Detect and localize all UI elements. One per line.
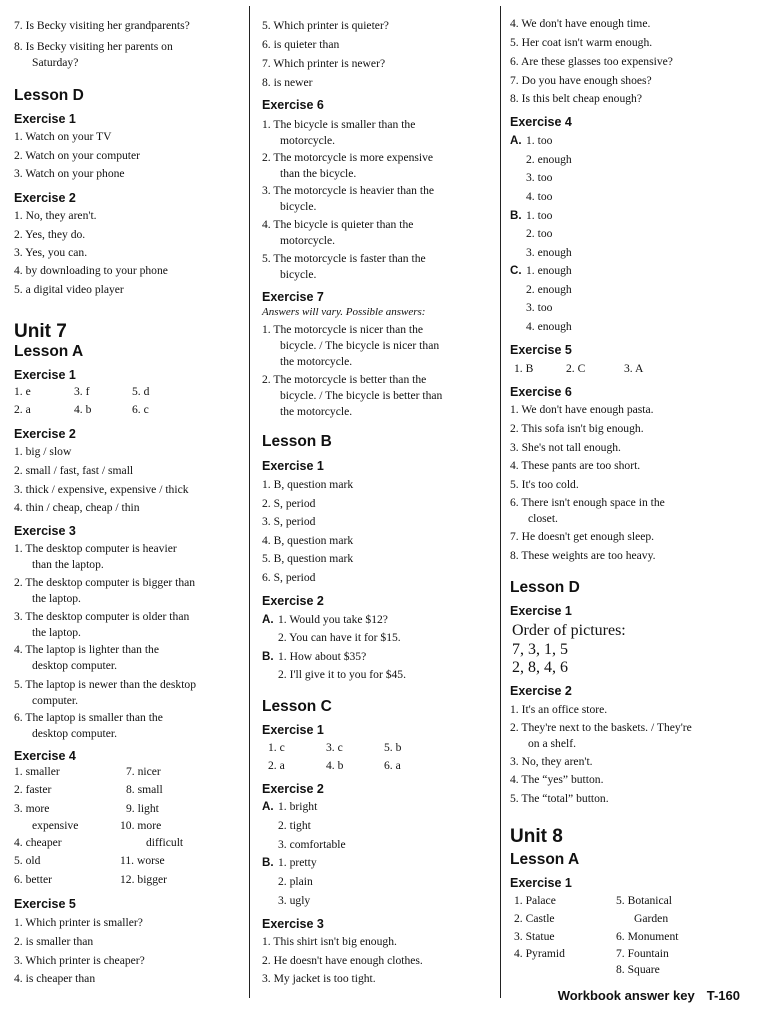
- answer-cell: difficult: [146, 836, 184, 849]
- lesson-heading: Lesson D: [14, 87, 84, 104]
- answer-cell: 6. better: [14, 873, 52, 886]
- answer-item: 4. thin / cheap, cheap / thin: [14, 501, 140, 514]
- exercise-heading: Exercise 5: [510, 343, 572, 357]
- answer-cell: 11. worse: [120, 854, 165, 867]
- answer-item: 4. The laptop is lighter than the: [14, 643, 160, 656]
- answer-item: 5. Which printer is quieter?: [262, 19, 389, 32]
- answer-item: 6. Are these glasses too expensive?: [510, 55, 673, 68]
- answer-cell: 4. b: [326, 759, 344, 772]
- answer-item: 4. enough: [526, 320, 572, 333]
- exercise-heading: Exercise 2: [14, 427, 76, 441]
- answer-item: 1. The bicycle is smaller than the: [262, 118, 416, 131]
- answer-item: 1. bright: [278, 800, 318, 813]
- answer-item: 5. B, question mark: [262, 552, 354, 565]
- answer-item: 3. ugly: [278, 894, 311, 907]
- exercise-heading: Exercise 6: [262, 98, 324, 112]
- answer-item: 2. The motorcycle is better than the: [262, 373, 427, 386]
- answer-cell: 2. a: [268, 759, 285, 772]
- answer-item: 2. S, period: [262, 497, 316, 510]
- answer-row: [14, 818, 246, 834]
- answer-cell: 3. f: [74, 385, 90, 398]
- answer-item: 2. Watch on your computer: [14, 149, 141, 162]
- lesson-heading: Lesson A: [510, 851, 580, 868]
- answer-item: 3. enough: [526, 246, 572, 259]
- answer-cell: 5. d: [132, 385, 150, 398]
- answer-continuation: the laptop.: [32, 592, 81, 605]
- answer-item: 2. This sofa isn't big enough.: [510, 422, 644, 435]
- answer-item: 4. These pants are too short.: [510, 459, 641, 472]
- lesson-heading: Lesson B: [262, 433, 332, 450]
- answer-text: Order of pictures:: [512, 622, 626, 639]
- unit-heading: Unit 8: [510, 826, 563, 847]
- labeled-answer-row: [262, 855, 502, 871]
- answer-item: 1. big / slow: [14, 445, 72, 458]
- answer-cell: 7. Fountain: [616, 947, 669, 960]
- exercise-heading: Exercise 5: [14, 897, 76, 911]
- group-label: B.: [262, 856, 274, 869]
- page-footer: [558, 988, 740, 1004]
- lesson-heading: Lesson A: [14, 343, 84, 360]
- answer-item: 4. The “yes” button.: [510, 773, 604, 786]
- answer-item: 1. It's an office store.: [510, 703, 608, 716]
- answer-cell: 6. a: [384, 759, 401, 772]
- exercise-heading: Exercise 4: [14, 749, 76, 763]
- exercise-heading: Exercise 3: [262, 917, 324, 931]
- exercise-heading: Exercise 1: [510, 876, 572, 890]
- answer-item: 3. Watch on your phone: [14, 167, 125, 180]
- answer-continuation: motorcycle.: [280, 134, 336, 147]
- answer-continuation: desktop computer.: [32, 727, 118, 740]
- answer-item: 8. Is this belt cheap enough?: [510, 92, 643, 105]
- answer-item: 8. is newer: [262, 76, 313, 89]
- group-label: C.: [510, 264, 522, 277]
- answer-row: [510, 361, 760, 377]
- answer-item: 5. Her coat isn't warm enough.: [510, 36, 653, 49]
- answer-cell: 2. a: [14, 403, 31, 416]
- answer-item: 7. He doesn't get enough sleep.: [510, 530, 655, 543]
- answer-cell: 3. A: [624, 362, 644, 375]
- answer-cell: 3. Statue: [514, 930, 555, 943]
- answer-continuation: than the laptop.: [32, 558, 104, 571]
- answer-item: 3. The desktop computer is older than: [14, 610, 190, 623]
- answer-row: [510, 946, 760, 962]
- lesson-heading: Lesson D: [510, 579, 580, 596]
- answer-cell: 4. cheaper: [14, 836, 62, 849]
- answer-row: [14, 402, 246, 418]
- exercise-heading: Exercise 2: [14, 191, 76, 205]
- answer-item: 7. Do you have enough shoes?: [510, 74, 652, 87]
- answer-item: 3. too: [526, 171, 553, 184]
- answer-continuation: the laptop.: [32, 626, 81, 639]
- answer-item: 5. The laptop is newer than the desktop: [14, 678, 197, 691]
- answer-item: 2. enough: [526, 153, 572, 166]
- answer-item: 3. too: [526, 301, 553, 314]
- labeled-answer-row: [510, 133, 760, 149]
- answer-cell: 2. C: [566, 362, 586, 375]
- lesson-heading: Lesson C: [262, 698, 332, 715]
- answer-cell: 10. more: [120, 819, 162, 832]
- answer-item: 1. Which printer is smaller?: [14, 916, 143, 929]
- exercise-heading: Exercise 2: [510, 684, 572, 698]
- answer-continuation: the motorcycle.: [280, 355, 353, 368]
- labeled-answer-row: [262, 799, 502, 815]
- answer-continuation: desktop computer.: [32, 659, 118, 672]
- answer-cell: 8. Square: [616, 963, 660, 976]
- answer-item: 1. No, they aren't.: [14, 209, 97, 222]
- answer-item: 1. The motorcycle is nicer than the: [262, 323, 424, 336]
- answer-item: 1. We don't have enough pasta.: [510, 403, 654, 416]
- answer-continuation: computer.: [32, 694, 79, 707]
- column-divider: [249, 6, 250, 998]
- answer-item: 2. You can have it for $15.: [278, 631, 401, 644]
- answer-item: 6. is quieter than: [262, 38, 340, 51]
- answer-row: [14, 835, 246, 851]
- answer-cell: 1. c: [268, 741, 285, 754]
- exercise-heading: Exercise 1: [262, 723, 324, 737]
- answer-continuation: bicycle.: [280, 200, 317, 213]
- answer-item: 2. Yes, they do.: [14, 228, 86, 241]
- answer-cell: 6. c: [132, 403, 149, 416]
- answer-continuation: bicycle. / The bicycle is better than: [280, 389, 443, 402]
- answer-item: 3. The motorcycle is heavier than the: [262, 184, 435, 197]
- answer-cell: 2. Castle: [514, 912, 555, 925]
- answer-continuation: than the bicycle.: [280, 167, 357, 180]
- labeled-answer-row: [262, 612, 502, 628]
- group-label: A.: [510, 134, 522, 147]
- answer-cell: 7. nicer: [126, 765, 161, 778]
- answer-item: 5. The “total” button.: [510, 792, 609, 805]
- answer-item: 3. My jacket is too tight.: [262, 972, 376, 985]
- answer-cell: 5. b: [384, 741, 402, 754]
- answer-item: 1. too: [526, 209, 553, 222]
- answer-cell: expensive: [32, 819, 79, 832]
- answer-cell: 3. more: [14, 802, 50, 815]
- answer-cell: 3. c: [326, 741, 343, 754]
- answer-item: 3. Yes, you can.: [14, 246, 88, 259]
- answer-row: [14, 384, 246, 400]
- group-label: A.: [262, 800, 274, 813]
- answer-item: 7. Is Becky visiting her grandparents?: [14, 19, 190, 32]
- answer-row: [262, 758, 502, 774]
- answer-row: [14, 801, 246, 817]
- answer-item: 2. He doesn't have enough clothes.: [262, 954, 423, 967]
- answer-item: 4. B, question mark: [262, 534, 354, 547]
- answer-cell: 5. Botanical: [616, 894, 673, 907]
- answer-item: 4. is cheaper than: [14, 972, 96, 985]
- exercise-heading: Exercise 1: [510, 604, 572, 618]
- answer-item: 1. Would you take $12?: [278, 613, 388, 626]
- answer-item: 6. The laptop is smaller than the: [14, 711, 163, 724]
- answer-item: 2. The motorcycle is more expensive: [262, 151, 434, 164]
- answer-cell: 4. b: [74, 403, 92, 416]
- answer-item: 3. No, they aren't.: [510, 755, 593, 768]
- answer-item: 4. too: [526, 190, 553, 203]
- answer-item: 3. S, period: [262, 515, 316, 528]
- answer-continuation: motorcycle.: [280, 234, 336, 247]
- answer-cell: 6. Monument: [616, 930, 679, 943]
- answer-row: [510, 929, 760, 945]
- answer-row: [14, 782, 246, 798]
- answer-item: 6. S, period: [262, 571, 316, 584]
- answer-row: [14, 764, 246, 780]
- answer-text: 7, 3, 1, 5: [512, 641, 568, 658]
- answer-item: 1. B, question mark: [262, 478, 354, 491]
- answer-item: 2. I'll give it to you for $45.: [278, 668, 406, 681]
- answer-item: 5. a digital video player: [14, 283, 124, 296]
- answer-item: 7. Which printer is newer?: [262, 57, 386, 70]
- exercise-heading: Exercise 6: [510, 385, 572, 399]
- answer-item: 1. This shirt isn't big enough.: [262, 935, 397, 948]
- answer-continuation: bicycle.: [280, 268, 317, 281]
- answer-row: [510, 962, 760, 978]
- answer-item: 4. The bicycle is quieter than the: [262, 218, 414, 231]
- answer-item: 3. thick / expensive, expensive / thick: [14, 483, 189, 496]
- exercise-heading: Exercise 2: [262, 594, 324, 608]
- answer-continuation: on a shelf.: [528, 737, 576, 750]
- answer-item: 4. We don't have enough time.: [510, 17, 651, 30]
- group-label: B.: [510, 209, 522, 222]
- labeled-answer-row: [510, 263, 760, 279]
- answer-continuation: Saturday?: [32, 56, 79, 69]
- answer-cell: Garden: [634, 912, 669, 925]
- answer-item: 2. tight: [278, 819, 311, 832]
- answer-item: 2. plain: [278, 875, 313, 888]
- footer-title: Workbook answer key: [557, 988, 695, 1003]
- exercise-heading: Exercise 3: [14, 524, 76, 538]
- answer-item: 6. There isn't enough space in the: [510, 496, 665, 509]
- labeled-answer-row: [262, 649, 502, 665]
- answer-continuation: closet.: [528, 512, 558, 525]
- answer-cell: 8. small: [126, 783, 163, 796]
- page-number: T-160: [706, 988, 740, 1003]
- answer-item: 1. The desktop computer is heavier: [14, 542, 177, 555]
- answer-cell: 1. Palace: [514, 894, 556, 907]
- note-text: Answers will vary. Possible answers:: [262, 306, 426, 318]
- answer-item: 3. Which printer is cheaper?: [14, 954, 145, 967]
- answer-row: [14, 872, 246, 888]
- answer-item: 2. is smaller than: [14, 935, 94, 948]
- answer-item: 2. The desktop computer is bigger than: [14, 576, 196, 589]
- answer-cell: 2. faster: [14, 783, 52, 796]
- exercise-heading: Exercise 2: [262, 782, 324, 796]
- answer-item: 5. The motorcycle is faster than the: [262, 252, 426, 265]
- answer-item: 2. enough: [526, 283, 572, 296]
- unit-heading: Unit 7: [14, 321, 67, 342]
- answer-row: [510, 893, 760, 909]
- labeled-answer-row: [510, 208, 760, 224]
- answer-item: 1. Watch on your TV: [14, 130, 112, 143]
- answer-continuation: bicycle. / The bicycle is nicer than: [280, 339, 440, 352]
- exercise-heading: Exercise 1: [262, 459, 324, 473]
- answer-cell: 12. bigger: [120, 873, 168, 886]
- answer-item: 1. too: [526, 134, 553, 147]
- answer-item: 2. They're next to the baskets. / They're: [510, 721, 692, 734]
- answer-item: 3. She's not tall enough.: [510, 441, 621, 454]
- answer-item: 8. These weights are too heavy.: [510, 549, 656, 562]
- exercise-heading: Exercise 4: [510, 115, 572, 129]
- answer-item: 2. small / fast, fast / small: [14, 464, 134, 477]
- exercise-heading: Exercise 1: [14, 112, 76, 126]
- answer-cell: 9. light: [126, 802, 159, 815]
- answer-item: 5. It's too cold.: [510, 478, 579, 491]
- answer-item: 2. too: [526, 227, 553, 240]
- answer-cell: 1. B: [514, 362, 534, 375]
- answer-item: 8. Is Becky visiting her parents on: [14, 40, 173, 53]
- answer-cell: 5. old: [14, 854, 41, 867]
- answer-row: [262, 740, 502, 756]
- answer-cell: 4. Pyramid: [514, 947, 565, 960]
- answer-item: 1. enough: [526, 264, 572, 277]
- answer-text: 2, 8, 4, 6: [512, 659, 568, 676]
- answer-row: [510, 911, 760, 927]
- exercise-heading: Exercise 7: [262, 290, 324, 304]
- answer-row: [14, 853, 246, 869]
- answer-cell: 1. e: [14, 385, 31, 398]
- group-label: A.: [262, 613, 274, 626]
- answer-continuation: the motorcycle.: [280, 405, 353, 418]
- answer-item: 1. How about $35?: [278, 650, 367, 663]
- answer-item: 4. by downloading to your phone: [14, 264, 168, 277]
- answer-item: 3. comfortable: [278, 838, 346, 851]
- exercise-heading: Exercise 1: [14, 368, 76, 382]
- answer-cell: 1. smaller: [14, 765, 60, 778]
- group-label: B.: [262, 650, 274, 663]
- answer-item: 1. pretty: [278, 856, 317, 869]
